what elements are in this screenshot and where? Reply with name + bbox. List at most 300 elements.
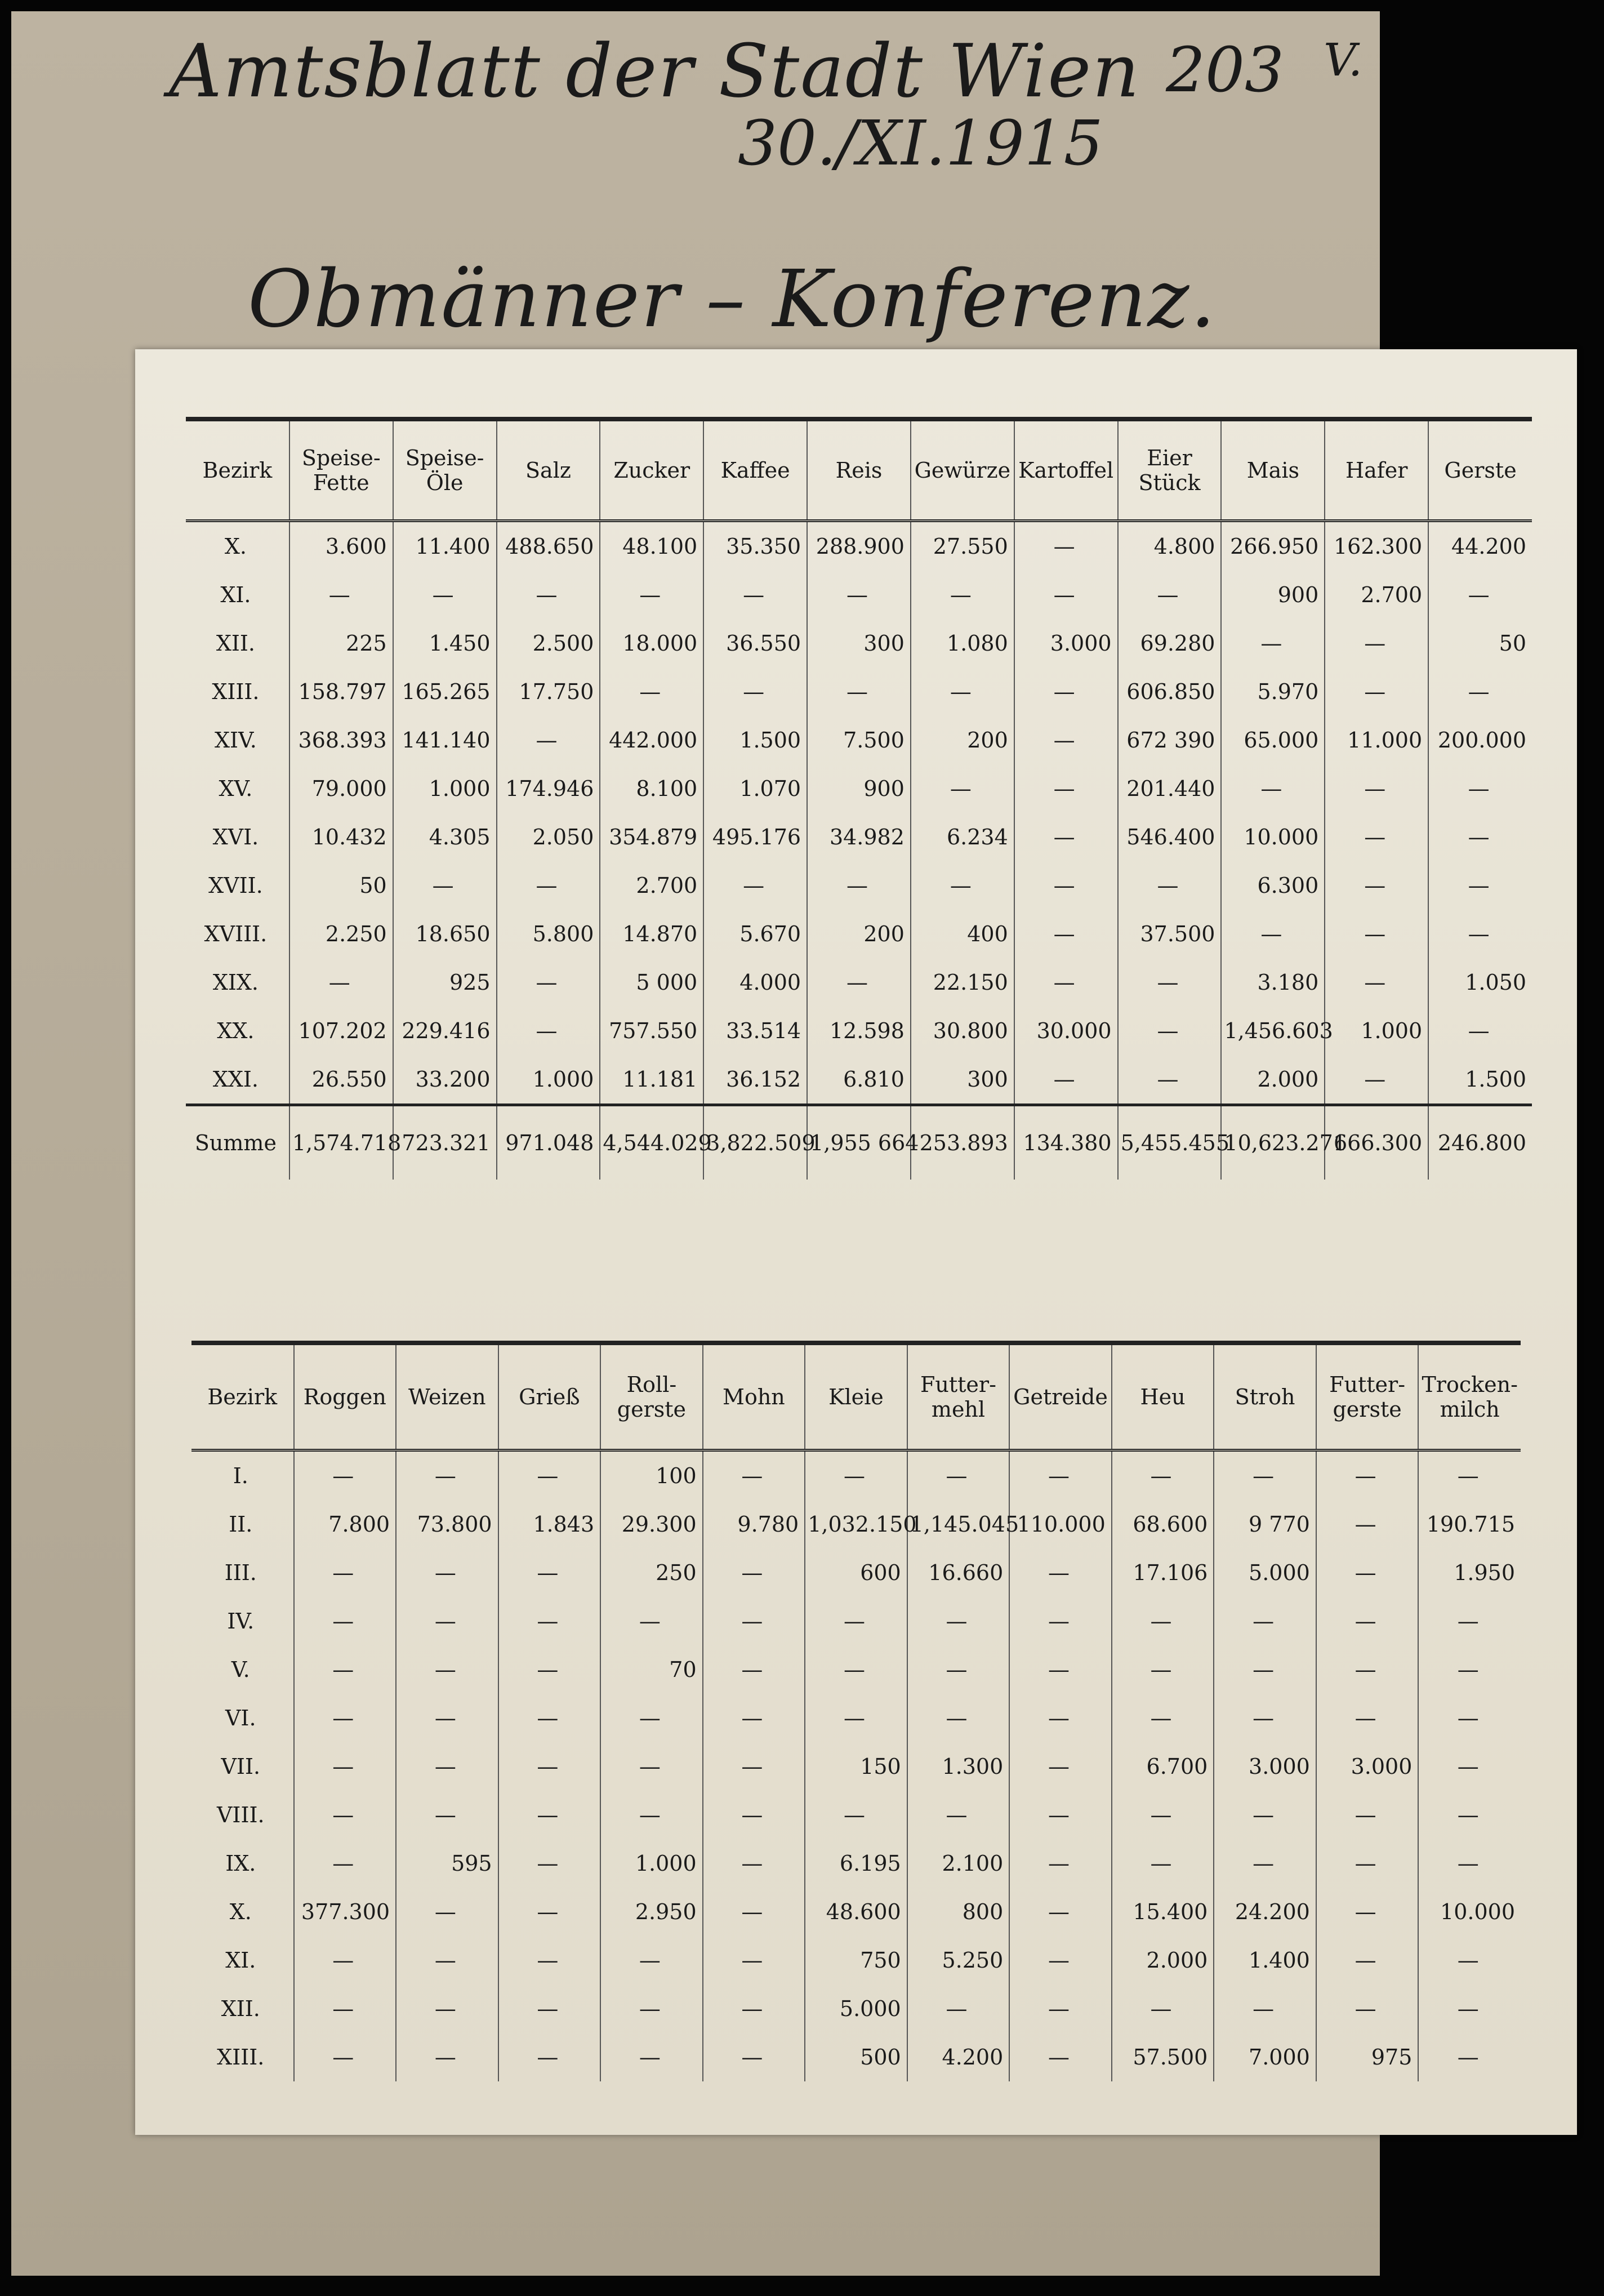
district-cell: XVI. <box>212 825 259 849</box>
value-cell: — <box>703 1791 805 1839</box>
value-cell: — <box>396 1597 498 1645</box>
column-header: Hafer <box>1325 419 1428 521</box>
district-cell: XVII. <box>208 873 263 898</box>
newspaper-clipping <box>135 349 1577 2135</box>
value-cell: 225 <box>289 619 393 668</box>
value-cell: 9 770 <box>1214 1500 1316 1549</box>
table-row <box>186 571 1532 619</box>
column-header: Stroh <box>1214 1343 1316 1450</box>
value-cell: — <box>1009 1839 1112 1888</box>
value-cell: — <box>294 1936 396 1984</box>
value-cell: — <box>1428 1007 1532 1055</box>
value-cell: — <box>1325 861 1428 910</box>
value-cell: 7.000 <box>1214 2033 1316 2081</box>
value-cell: — <box>1009 1742 1112 1791</box>
column-header: Kartoffel <box>1014 419 1118 521</box>
value-cell: 50 <box>289 861 393 910</box>
value-cell: — <box>703 1645 805 1694</box>
value-cell: — <box>1325 1055 1428 1105</box>
column-header: Zucker <box>600 419 703 521</box>
value-cell: 1.070 <box>703 764 807 813</box>
value-cell: — <box>1214 1839 1316 1888</box>
value-cell: — <box>1009 1984 1112 2033</box>
table-row <box>186 910 1532 958</box>
value-cell: — <box>907 1645 1010 1694</box>
value-cell: — <box>1009 1645 1112 1694</box>
value-cell: — <box>294 1694 396 1742</box>
value-cell: 7.800 <box>294 1500 396 1549</box>
table-row <box>191 1450 1521 1501</box>
value-cell: — <box>703 1694 805 1742</box>
value-cell: 12.598 <box>807 1007 911 1055</box>
value-cell: — <box>807 958 911 1007</box>
sum-cell: 5,455.455 <box>1118 1105 1222 1180</box>
district-cell: IV. <box>227 1609 255 1634</box>
value-cell: 750 <box>805 1936 907 1984</box>
value-cell: 4.200 <box>907 2033 1010 2081</box>
value-cell: — <box>1118 958 1222 1007</box>
sum-cell: 134.380 <box>1014 1105 1118 1180</box>
value-cell: — <box>396 1984 498 2033</box>
value-cell: — <box>703 861 807 910</box>
value-cell: — <box>703 668 807 716</box>
value-cell: 354.879 <box>600 813 703 861</box>
value-cell: — <box>805 1791 907 1839</box>
value-cell: 50 <box>1428 619 1532 668</box>
value-cell: 44.200 <box>1428 521 1532 571</box>
handwritten-date: 30./XI.1915 <box>738 107 1103 179</box>
district-cell: IX. <box>225 1851 256 1876</box>
value-cell: — <box>294 1839 396 1888</box>
value-cell: 7.500 <box>807 716 911 764</box>
value-cell: — <box>1221 619 1325 668</box>
value-cell: — <box>1418 1936 1521 1984</box>
value-cell: — <box>1014 910 1118 958</box>
value-cell: 1.000 <box>600 1839 703 1888</box>
handwritten-subject: Obmänner – Konferenz. <box>248 253 1217 345</box>
value-cell: — <box>1316 1645 1419 1694</box>
value-cell: 15.400 <box>1112 1888 1214 1936</box>
table-row <box>186 861 1532 910</box>
district-cell: XIII. <box>212 679 260 704</box>
value-cell: — <box>1428 764 1532 813</box>
table-row <box>191 1839 1521 1888</box>
district-cell: III. <box>224 1560 257 1585</box>
value-cell: 300 <box>807 619 911 668</box>
value-cell: 5 000 <box>600 958 703 1007</box>
value-cell: — <box>497 1007 600 1055</box>
table-row <box>191 1549 1521 1597</box>
value-cell: — <box>1009 1936 1112 1984</box>
value-cell: 1.400 <box>1214 1936 1316 1984</box>
value-cell: 3.000 <box>1316 1742 1419 1791</box>
value-cell: — <box>1214 1450 1316 1501</box>
value-cell: 6.810 <box>807 1055 911 1105</box>
value-cell: 48.600 <box>805 1888 907 1936</box>
value-cell: — <box>498 1450 601 1501</box>
value-cell: 606.850 <box>1118 668 1222 716</box>
table-row <box>186 1055 1532 1105</box>
value-cell: — <box>497 571 600 619</box>
value-cell: 5.670 <box>703 910 807 958</box>
value-cell: — <box>498 1742 601 1791</box>
value-cell: — <box>907 1597 1010 1645</box>
district-cell: X. <box>229 1899 252 1924</box>
sum-cell: 3,822.509 <box>703 1105 807 1180</box>
value-cell: 37.500 <box>1118 910 1222 958</box>
value-cell: 200 <box>807 910 911 958</box>
value-cell: — <box>498 1694 601 1742</box>
value-cell: 48.100 <box>600 521 703 571</box>
value-cell: — <box>1112 1791 1214 1839</box>
value-cell: 17.106 <box>1112 1549 1214 1597</box>
column-header: Grieß <box>498 1343 601 1450</box>
value-cell: — <box>1316 1839 1419 1888</box>
value-cell: — <box>1316 1791 1419 1839</box>
value-cell: — <box>1316 1694 1419 1742</box>
value-cell: 18.650 <box>393 910 497 958</box>
value-cell: 65.000 <box>1221 716 1325 764</box>
value-cell: — <box>1316 1597 1419 1645</box>
value-cell: — <box>498 1645 601 1694</box>
value-cell: — <box>907 1791 1010 1839</box>
value-cell: — <box>1118 1055 1222 1105</box>
value-cell: 900 <box>807 764 911 813</box>
value-cell: — <box>1118 1007 1222 1055</box>
column-header: Gerste <box>1428 419 1532 521</box>
value-cell: — <box>1014 813 1118 861</box>
value-cell: 6.700 <box>1112 1742 1214 1791</box>
value-cell: 5.970 <box>1221 668 1325 716</box>
table-row <box>186 716 1532 764</box>
handwritten-title: Amtsblatt der Stadt Wien <box>169 28 1140 114</box>
value-cell: — <box>1418 2033 1521 2081</box>
value-cell: — <box>396 1742 498 1791</box>
value-cell: 57.500 <box>1112 2033 1214 2081</box>
value-cell: 110.000 <box>1009 1500 1112 1549</box>
sum-cell: 246.800 <box>1428 1105 1532 1180</box>
sum-row <box>186 1105 1532 1180</box>
value-cell: 595 <box>396 1839 498 1888</box>
value-cell: — <box>1214 1645 1316 1694</box>
value-cell: 377.300 <box>294 1888 396 1936</box>
value-cell: — <box>294 1791 396 1839</box>
table-row <box>186 958 1532 1007</box>
value-cell: 6.234 <box>911 813 1014 861</box>
table-row <box>191 1984 1521 2033</box>
value-cell: — <box>396 1450 498 1501</box>
value-cell: — <box>600 1936 703 1984</box>
value-cell: 1.050 <box>1428 958 1532 1007</box>
value-cell: 2.000 <box>1112 1936 1214 1984</box>
sum-cell: 971.048 <box>497 1105 600 1180</box>
value-cell: 22.150 <box>911 958 1014 1007</box>
value-cell: 5.000 <box>1214 1549 1316 1597</box>
value-cell: — <box>393 571 497 619</box>
column-header: Reis <box>807 419 911 521</box>
value-cell: 162.300 <box>1325 521 1428 571</box>
column-header: Speise-Öle <box>393 419 497 521</box>
food-supply-table-2 <box>191 1341 1521 2081</box>
value-cell: 79.000 <box>289 764 393 813</box>
value-cell: — <box>1316 1500 1419 1549</box>
value-cell: — <box>1112 1694 1214 1742</box>
value-cell: — <box>1325 619 1428 668</box>
value-cell: 165.265 <box>393 668 497 716</box>
value-cell: — <box>396 1549 498 1597</box>
value-cell: — <box>498 2033 601 2081</box>
value-cell: — <box>1214 1984 1316 2033</box>
value-cell: — <box>807 668 911 716</box>
value-cell: — <box>1325 958 1428 1007</box>
value-cell: 10.000 <box>1418 1888 1521 1936</box>
column-header: Futter-mehl <box>907 1343 1010 1450</box>
value-cell: — <box>396 2033 498 2081</box>
district-cell: XXI. <box>212 1067 259 1092</box>
value-cell: 975 <box>1316 2033 1419 2081</box>
column-header: Salz <box>497 419 600 521</box>
value-cell: — <box>1325 668 1428 716</box>
value-cell: — <box>1221 764 1325 813</box>
value-cell: — <box>1009 1450 1112 1501</box>
value-cell: 2.100 <box>907 1839 1010 1888</box>
value-cell: 300 <box>911 1055 1014 1105</box>
value-cell: 800 <box>907 1888 1010 1936</box>
table-row <box>191 1742 1521 1791</box>
table-row <box>186 619 1532 668</box>
value-cell: — <box>1316 1450 1419 1501</box>
value-cell: — <box>600 1597 703 1645</box>
value-cell: 73.800 <box>396 1500 498 1549</box>
value-cell: — <box>1418 1839 1521 1888</box>
value-cell: — <box>294 1549 396 1597</box>
value-cell: — <box>294 1645 396 1694</box>
value-cell: 229.416 <box>393 1007 497 1055</box>
value-cell: 18.000 <box>600 619 703 668</box>
value-cell: — <box>1014 521 1118 571</box>
table-row <box>191 1791 1521 1839</box>
value-cell: 3.000 <box>1014 619 1118 668</box>
value-cell: — <box>396 1694 498 1742</box>
value-cell: 1.000 <box>1325 1007 1428 1055</box>
value-cell: 174.946 <box>497 764 600 813</box>
value-cell: — <box>289 958 393 1007</box>
value-cell: 2.250 <box>289 910 393 958</box>
table-row <box>186 1007 1532 1055</box>
value-cell: — <box>1112 1597 1214 1645</box>
value-cell: 1.500 <box>1428 1055 1532 1105</box>
value-cell: — <box>600 1742 703 1791</box>
table-row <box>186 668 1532 716</box>
value-cell: — <box>703 571 807 619</box>
column-header: Bezirk <box>207 1385 278 1409</box>
value-cell: — <box>703 1549 805 1597</box>
value-cell: 5.000 <box>805 1984 907 2033</box>
district-cell: XX. <box>217 1018 255 1043</box>
column-header: Weizen <box>396 1343 498 1450</box>
column-header: Eier Stück <box>1118 419 1222 521</box>
column-header: Getreide <box>1009 1343 1112 1450</box>
value-cell: — <box>805 1597 907 1645</box>
handwritten-number: 203 <box>1166 34 1284 106</box>
value-cell: 757.550 <box>600 1007 703 1055</box>
value-cell: — <box>1014 668 1118 716</box>
value-cell: — <box>1014 571 1118 619</box>
column-header: Speise-Fette <box>289 419 393 521</box>
district-cell: XIV. <box>214 728 257 753</box>
value-cell: — <box>1428 571 1532 619</box>
column-header: Kaffee <box>703 419 807 521</box>
district-cell: XV. <box>219 776 253 801</box>
value-cell: 10.432 <box>289 813 393 861</box>
value-cell: — <box>1316 1936 1419 1984</box>
value-cell: — <box>807 571 911 619</box>
sum-cell: 1,574.718 <box>289 1105 393 1180</box>
value-cell: — <box>807 861 911 910</box>
value-cell: — <box>498 1791 601 1839</box>
value-cell: — <box>600 2033 703 2081</box>
value-cell: 8.100 <box>600 764 703 813</box>
value-cell: — <box>1418 1645 1521 1694</box>
value-cell: — <box>703 1597 805 1645</box>
value-cell: 6.300 <box>1221 861 1325 910</box>
value-cell: 17.750 <box>497 668 600 716</box>
value-cell: 69.280 <box>1118 619 1222 668</box>
value-cell: — <box>498 1597 601 1645</box>
value-cell: 34.982 <box>807 813 911 861</box>
value-cell: — <box>1316 1549 1419 1597</box>
district-cell: II. <box>229 1512 253 1537</box>
value-cell: — <box>600 1694 703 1742</box>
value-cell: — <box>1428 668 1532 716</box>
value-cell: 1.300 <box>907 1742 1010 1791</box>
value-cell: — <box>1009 1549 1112 1597</box>
column-header: Roll-gerste <box>600 1343 703 1450</box>
value-cell: — <box>1418 1597 1521 1645</box>
column-header: Roggen <box>294 1343 396 1450</box>
value-cell: — <box>1112 1984 1214 2033</box>
value-cell: 3.000 <box>1214 1742 1316 1791</box>
value-cell: 200.000 <box>1428 716 1532 764</box>
value-cell: — <box>1014 1055 1118 1105</box>
value-cell: — <box>1214 1791 1316 1839</box>
value-cell: — <box>1009 1888 1112 1936</box>
value-cell: — <box>1325 910 1428 958</box>
sum-cell: 666.300 <box>1325 1105 1428 1180</box>
value-cell: — <box>1214 1597 1316 1645</box>
value-cell: — <box>294 1450 396 1501</box>
value-cell: 11.000 <box>1325 716 1428 764</box>
value-cell: 70 <box>600 1645 703 1694</box>
value-cell: — <box>805 1694 907 1742</box>
value-cell: 368.393 <box>289 716 393 764</box>
value-cell: — <box>1325 813 1428 861</box>
value-cell: 36.152 <box>703 1055 807 1105</box>
value-cell: — <box>1014 861 1118 910</box>
value-cell: 1,032.150 <box>805 1500 907 1549</box>
district-cell: XI. <box>220 582 251 607</box>
value-cell: — <box>396 1791 498 1839</box>
value-cell: — <box>498 1936 601 1984</box>
value-cell: 1.500 <box>703 716 807 764</box>
value-cell: 100 <box>600 1450 703 1501</box>
column-header: Mohn <box>703 1343 805 1450</box>
value-cell: 495.176 <box>703 813 807 861</box>
table-row <box>191 1597 1521 1645</box>
value-cell: — <box>703 1742 805 1791</box>
district-cell: XI. <box>225 1948 256 1973</box>
value-cell: — <box>911 861 1014 910</box>
district-cell: XII. <box>216 631 255 656</box>
value-cell: — <box>1009 1694 1112 1742</box>
value-cell: — <box>1009 2033 1112 2081</box>
value-cell: — <box>294 1597 396 1645</box>
column-header: Mais <box>1221 419 1325 521</box>
district-cell: XII. <box>221 1996 260 2021</box>
value-cell: 500 <box>805 2033 907 2081</box>
sum-cell: 723.321 <box>393 1105 497 1180</box>
value-cell: — <box>703 1839 805 1888</box>
value-cell: — <box>703 1984 805 2033</box>
value-cell: — <box>1112 1839 1214 1888</box>
value-cell: 29.300 <box>600 1500 703 1549</box>
value-cell: — <box>703 1936 805 1984</box>
value-cell: 5.800 <box>497 910 600 958</box>
value-cell: — <box>294 1984 396 2033</box>
value-cell: 158.797 <box>289 668 393 716</box>
table-row <box>191 1888 1521 1936</box>
table-header-row <box>186 419 1532 521</box>
sum-cell: 10,623.271 <box>1221 1105 1325 1180</box>
value-cell: — <box>498 1984 601 2033</box>
sum-cell: 1,955 664 <box>807 1105 911 1180</box>
value-cell: 442.000 <box>600 716 703 764</box>
value-cell: — <box>805 1450 907 1501</box>
value-cell: — <box>911 571 1014 619</box>
value-cell: 24.200 <box>1214 1888 1316 1936</box>
table-row <box>191 1645 1521 1694</box>
district-cell: VI. <box>225 1706 256 1730</box>
value-cell: 26.550 <box>289 1055 393 1105</box>
sum-label: Summe <box>186 1105 289 1180</box>
value-cell: 1.843 <box>498 1500 601 1549</box>
district-cell: X. <box>224 534 247 559</box>
value-cell: — <box>1118 861 1222 910</box>
value-cell: 6.195 <box>805 1839 907 1888</box>
value-cell: 4.800 <box>1118 521 1222 571</box>
value-cell: 14.870 <box>600 910 703 958</box>
value-cell: — <box>703 1888 805 1936</box>
value-cell: 10.000 <box>1221 813 1325 861</box>
value-cell: 150 <box>805 1742 907 1791</box>
value-cell: — <box>600 668 703 716</box>
value-cell: — <box>1418 1742 1521 1791</box>
value-cell: 1.000 <box>497 1055 600 1105</box>
column-header: Kleie <box>805 1343 907 1450</box>
value-cell: 27.550 <box>911 521 1014 571</box>
table-row <box>191 2033 1521 2081</box>
value-cell: — <box>1014 764 1118 813</box>
value-cell: — <box>289 571 393 619</box>
value-cell: — <box>498 1549 601 1597</box>
value-cell: 2.950 <box>600 1888 703 1936</box>
sum-cell: 253.893 <box>911 1105 1014 1180</box>
value-cell: 3.180 <box>1221 958 1325 1007</box>
value-cell: — <box>497 958 600 1007</box>
table-row <box>186 813 1532 861</box>
column-header: Futter-gerste <box>1316 1343 1419 1450</box>
value-cell: 2.700 <box>600 861 703 910</box>
